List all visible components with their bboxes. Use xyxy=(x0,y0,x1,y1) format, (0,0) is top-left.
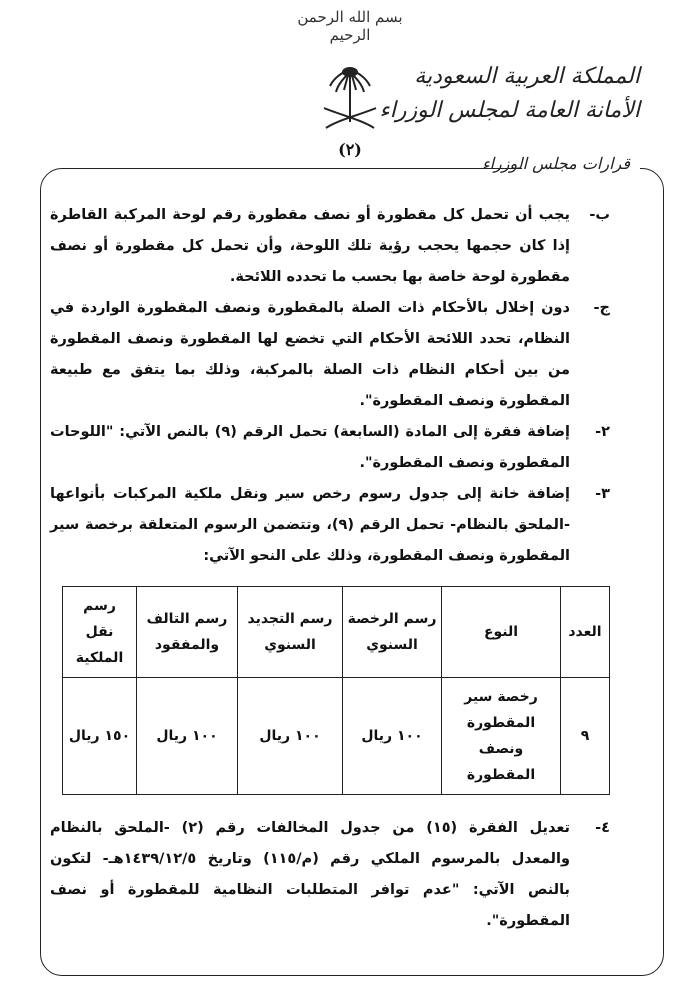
council-decisions-title: قرارات مجلس الوزراء xyxy=(482,154,630,173)
cell-damaged-lost-fee: ١٠٠ ريال xyxy=(137,678,238,795)
paragraph-j-label: ج- xyxy=(593,300,610,316)
header-type: النوع xyxy=(442,587,561,678)
fee-table xyxy=(62,586,610,795)
paragraph-j xyxy=(50,293,610,417)
item-3-text: إضافة خانة إلى جدول رسوم رخص سير ونقل ملكية المركبات بأنواعها -الملحق بالنظام- تحمل الرقم (٩)، وتتضمن الرسوم المتعلقة برخصة سير المقطورة ونصف المقطورة، وذلك على النحو الآتي: xyxy=(50,486,570,564)
bismillah: بسم الله الرحمن الرحيم xyxy=(297,8,403,44)
cell-renewal-fee: ١٠٠ ريال xyxy=(238,678,343,795)
cell-number: ٩ xyxy=(561,678,610,795)
fee-table-row xyxy=(63,678,610,795)
cell-ownership-transfer-fee: ١٥٠ ريال xyxy=(63,678,137,795)
paragraph-b-label: ب- xyxy=(589,207,610,223)
header-license-fee: رسم الرخصة السنوي xyxy=(343,587,442,678)
secretariat-name: الأمانة العامة لمجلس الوزراء xyxy=(379,98,640,123)
paragraph-j-text: دون إخلال بالأحكام ذات الصلة بالمقطورة ونصف المقطورة الواردة في النظام، تحدد اللائحة الأحكام التي تخضع لها المقطورة ونصف المقطورة من بين أحكام النظام ذات الصلة بالمركبة، وذلك بما يتفق مع طبيعة المقطورة ونصف المقطورة". xyxy=(50,300,570,409)
header-number: العدد xyxy=(561,587,610,678)
item-2-text: إضافة فقرة إلى المادة (السابعة) تحمل الرقم (٩) بالنص الآتي: "اللوحات المقطورة ونصف المقطورة". xyxy=(50,424,570,471)
palm-and-swords-emblem xyxy=(318,60,382,150)
kingdom-name: المملكة العربية السعودية xyxy=(414,64,640,89)
page-number: (٢) xyxy=(338,140,362,159)
paragraph-b xyxy=(50,200,610,293)
paragraph-b-text: يجب أن تحمل كل مقطورة أو نصف مقطورة رقم لوحة المركبة القاطرة إذا كان حجمها يحجب رؤية تلك اللوحة، وأن تحمل كل مقطورة أو نصف مقطورة لوحة خاصة بها بحسب ما تحدده اللائحة. xyxy=(50,207,570,285)
header-damaged-lost-fee: رسم التالف والمفقود xyxy=(137,587,238,678)
header-renewal-fee: رسم التجديد السنوي xyxy=(238,587,343,678)
item-4-text: تعديل الفقرة (١٥) من جدول المخالفات رقم (٢) -الملحق بالنظام والمعدل بالمرسوم الملكي رقم (م/١١٥) وتاريخ ١٤٣٩/١٢/٥هـ- لتكون بالنص الآتي: "عدم توافر المتطلبات النظامية للمقطورة أو نصف المقطورة". xyxy=(50,820,570,929)
cell-license-fee: ١٠٠ ريال xyxy=(343,678,442,795)
item-2-label: ٢- xyxy=(595,424,610,440)
item-2 xyxy=(50,417,610,479)
item-3-label: ٣- xyxy=(595,486,610,502)
header-ownership-transfer-fee: رسم نقل الملكية xyxy=(63,587,137,678)
item-4-label: ٤- xyxy=(595,820,610,836)
cell-type: رخصة سير المقطورة ونصف المقطورة xyxy=(442,678,561,795)
item-4 xyxy=(50,813,610,937)
document-body xyxy=(50,200,610,937)
item-3 xyxy=(50,479,610,572)
fee-table-header-row xyxy=(63,587,610,678)
